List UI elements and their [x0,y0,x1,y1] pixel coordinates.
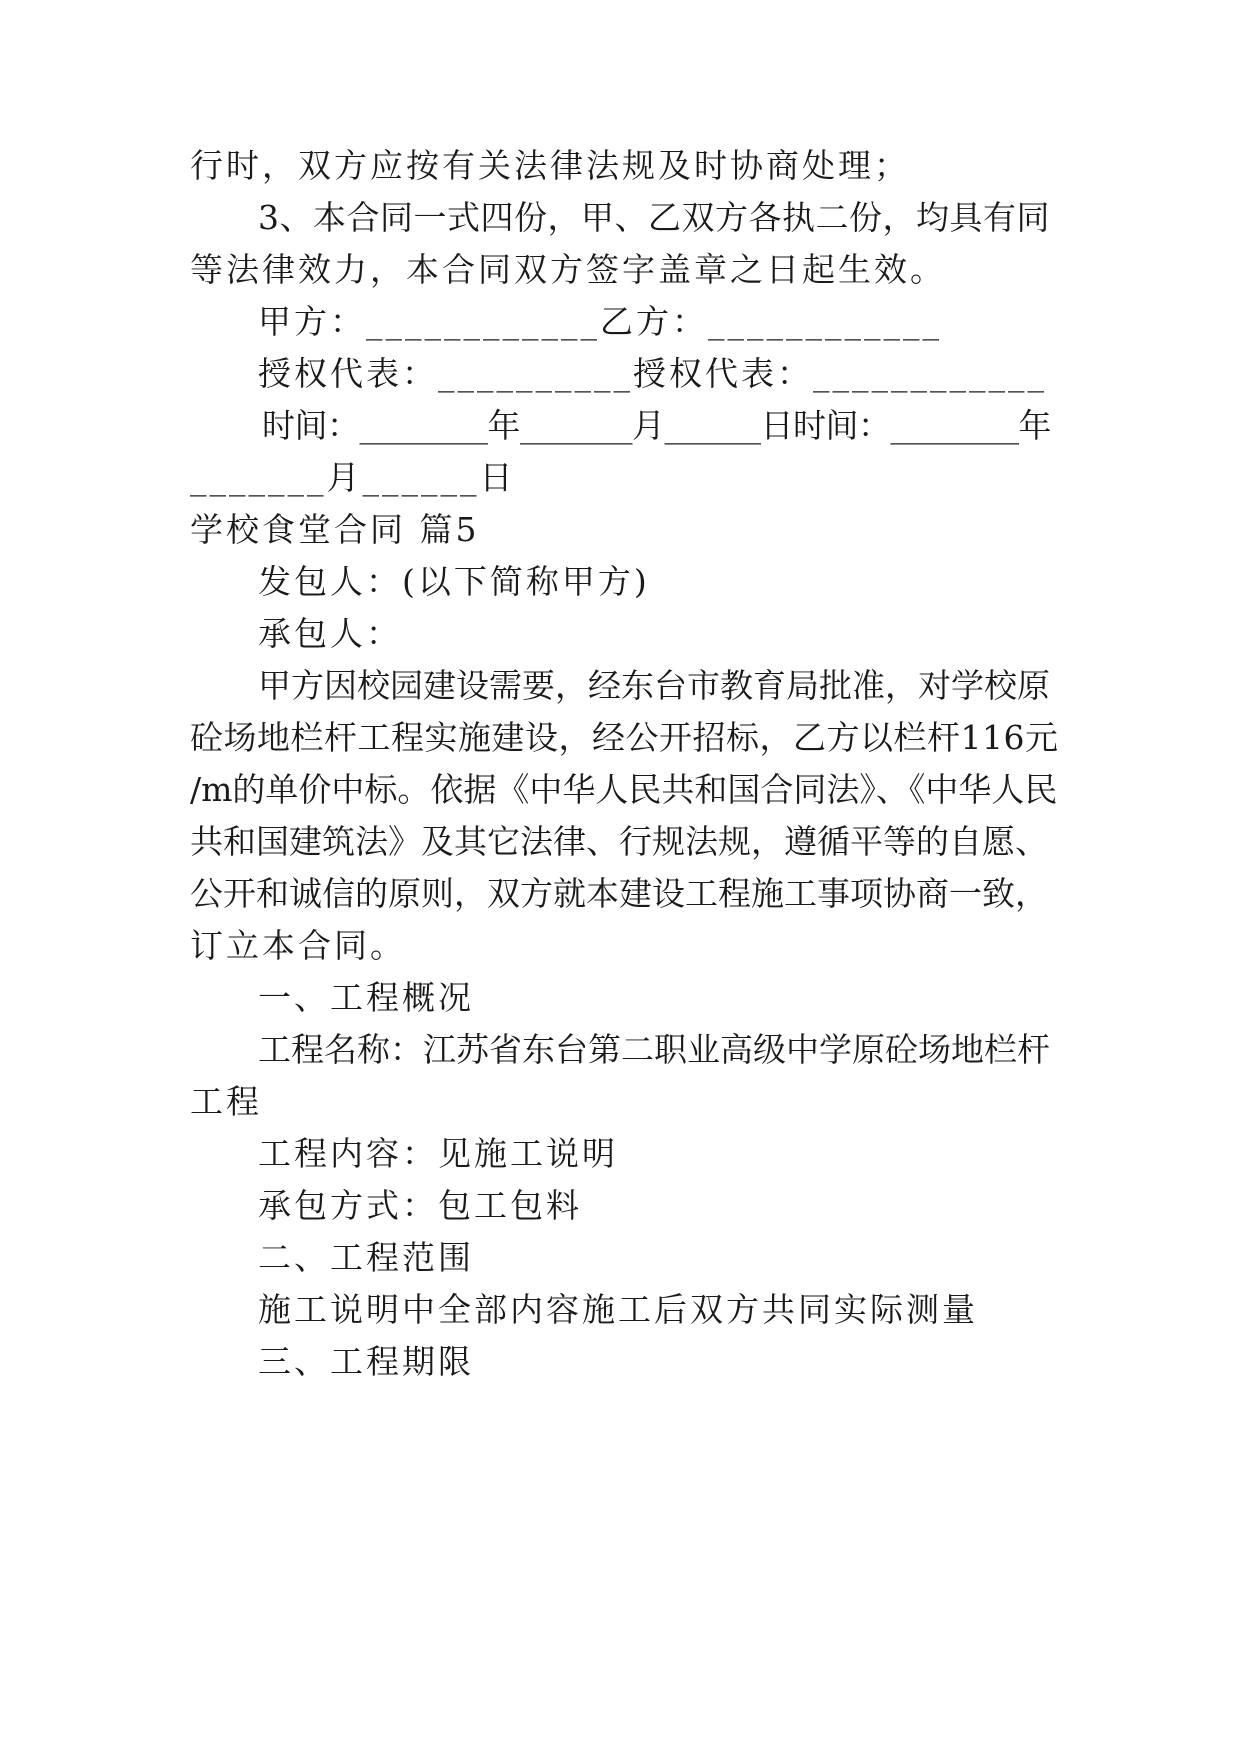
text-line: 等法律效力，本合同双方签字盖章之日起生效。 [190,250,946,289]
text-line: 发包人：(以下简称甲方) [258,562,650,601]
signature-line-date-cont: _______月______日 [190,458,516,497]
clause-heading: 一、工程概况 [258,978,474,1017]
text-line: 行时，双方应按有关法律法规及时协商处理； [190,146,910,185]
text-line: 公开和诚信的原则，双方就本建设工程施工事项协商一致， [190,874,1048,913]
signature-line-date: 时间：________年_______月______日时间：________年 [262,406,1051,445]
text-line: 承包人： [258,614,402,653]
text-line: 承包方式：包工包料 [258,1186,582,1225]
text-line: 共和国建筑法》及其它法律、行规法规，遵循平等的自愿、 [190,822,1048,861]
text-line: /m的单价中标。依据《中华人民共和国合同法》、《中华人民 [190,770,1058,809]
text-line: 工程内容：见施工说明 [258,1134,618,1173]
text-line: 工程 [190,1082,262,1121]
signature-line-party: 甲方：____________乙方：____________ [258,302,942,341]
text-line: 甲方因校园建设需要，经东台市教育局批准，对学校原 [258,666,1050,705]
clause-heading: 二、工程范围 [258,1238,474,1277]
text-line: 砼场地栏杆工程实施建设，经公开招标，乙方以栏杆116元 [190,718,1059,757]
text-line: 订立本合同。 [190,926,406,965]
text-line: 施工说明中全部内容施工后双方共同实际测量 [258,1290,978,1329]
clause-heading: 三、工程期限 [258,1342,474,1381]
section-heading: 学校食堂合同 篇5 [190,510,480,549]
text-line: 工程名称：江苏省东台第二职业高级中学原砼场地栏杆 [258,1030,1050,1069]
signature-line-representative: 授权代表：__________授权代表：____________ [258,354,1047,393]
text-line: 3、本合同一式四份，甲、乙双方各执二份，均具有同 [258,198,1050,237]
